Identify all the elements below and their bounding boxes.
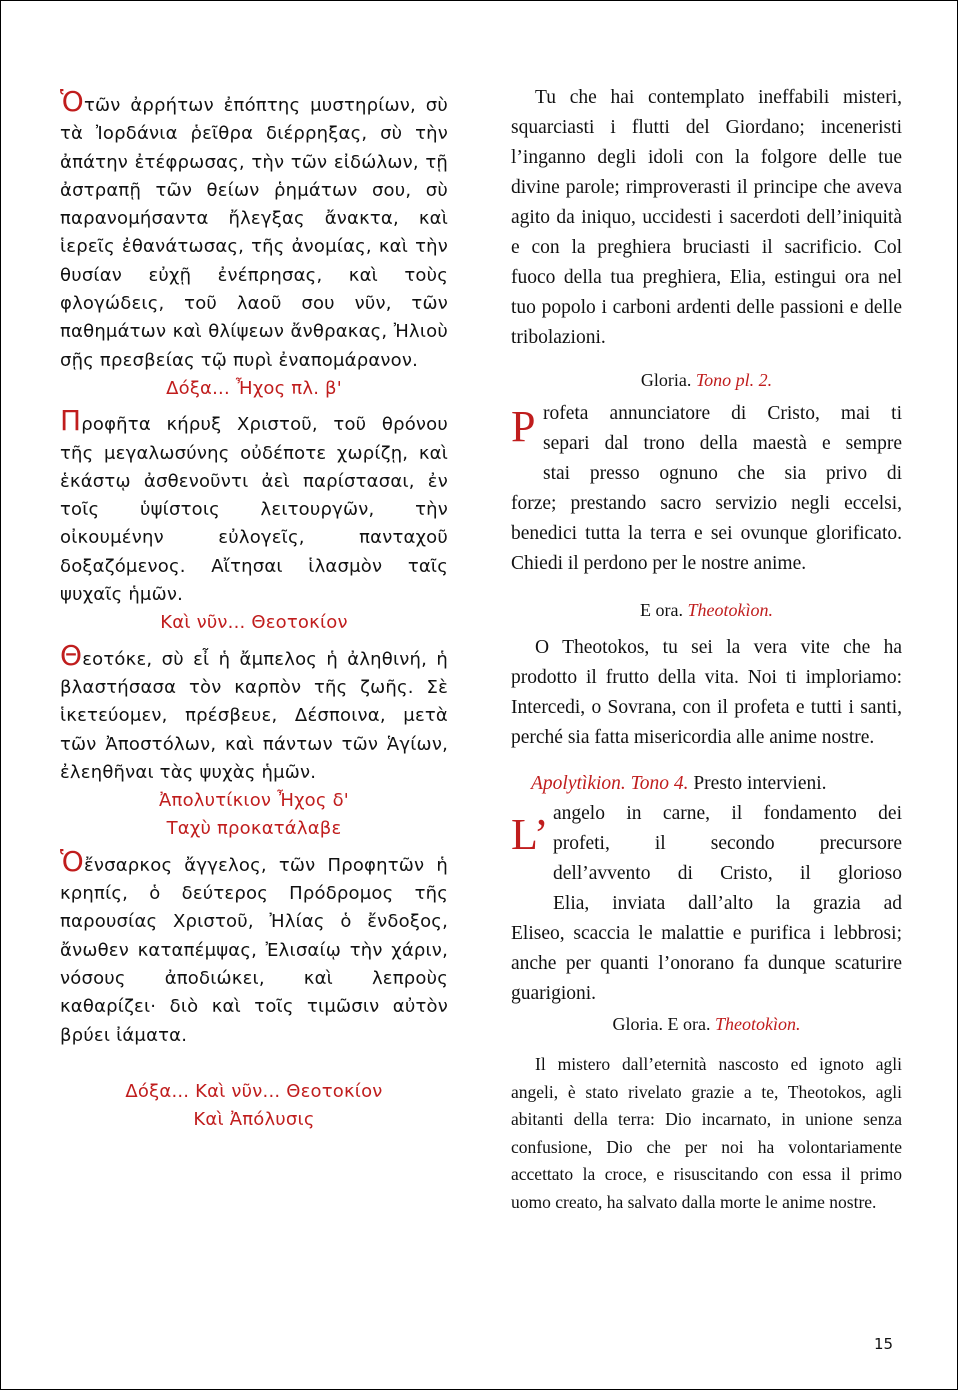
italian-heading-apolytikion: Apolytìkion. Tono 4. Presto intervieni. — [531, 773, 827, 794]
italian-heading-e-ora: E ora. Theotokìon. — [640, 600, 773, 620]
italian-paragraph-2: P rofeta annunciatore di Cristo, mai ti separi dal trono della maestà e sempre stai presso ognuno che sia privo di forze; prestando sacro servizio negli eccelsi, benedici tutta la terra e sei ovunque glorificato. Chiedi il perdono per le nostre anime. — [511, 402, 902, 574]
italian-paragraph-1: Tu che hai contemplato ineffabili misteri, squarciasti i flutti del Giordano; inceneristi l’inganno degli idoli con la folgore delle tue divine parole; rimproverasti il principe che aveva agito da iniquo, uccidesti i sacerdoti dell’iniquità e con la preghiera bruciasti il sacrificio. Col fuoco della tua preghiera, Elia, estingui ora nel tuo popolo i carboni ardenti delle passioni e delle tribolazioni. — [511, 87, 902, 348]
italian-paragraph-3: O Theotokos, tu sei la vera vite che ha prodotto il frutto della vita. Noi ti imploriamo: Intercedi, o Sovrana, con il profeta e tutti i santi, perché sia fatta misericordia alle anime nostre. — [511, 637, 902, 748]
italian-paragraph-5: Il mistero dall’eternità nascosto ed ignoto agli angeli, è stato rivelato grazie a te, Theotokos, agli abitanti della terra: Dio incarnato, in unione senza confusione, Dio che per noi ha volontariamente accettato la croce, e risuscitando con essa il primo uomo creato, ha salvato dalla morte le anime nostre. — [511, 1054, 902, 1212]
drop-cap: Π — [60, 404, 82, 438]
greek-heading-kai-nyn: Καὶ νῦν... Θεοτοκίον — [160, 612, 348, 634]
greek-paragraph-2: Προφῆτα κήρυξ Χριστοῦ, τοῦ θρόνου τῆς μεγαλωσύνης οὐδέποτε χωρίζῃ, καὶ ἑκάστῳ ἀσθενοῦντι ἀεὶ παρίστασαι, ἐν τοῖς ὑψίστοις λειτουργῶν, τὴν οἰκουμένην εὐλογεῖς, πανταχοῦ δοξαζόμενος. Αἴτησαι ἱλασμὸν ταῖς ψυχαῖς ἡμῶν. — [60, 404, 448, 606]
greek-paragraph-4: Ὁἔνσαρκος ἄγγελος, τῶν Προφητῶν ἡ κρηπίς, ὁ δεύτερος Πρόδρομος τῆς παρουσίας Χριστοῦ, Ἠλίας ὁ ἔνδοξος, ἄνωθεν καταπέμψας, Ἐλισαίῳ τὴν χάριν, νόσους ἀποδιώκει, καὶ λεπροὺς καθαρίζει· διὸ καὶ τοῖς τιμῶσιν αὐτὸν βρύει ἰάματα. — [60, 844, 448, 1046]
drop-cap: Θ — [60, 638, 83, 672]
greek-paragraph-3: Θεοτόκε, σὺ εἶ ἡ ἄμπελος ἡ ἀληθινή, ἡ βλαστήσασα τὸν καρπὸν τῆς ζωῆς. Σὲ ἱκετεύομεν, πρέσβευε, Δέσποινα, μετὰ τῶν Ἀποστόλων, καὶ πάντων τῶν Ἁγίων, ἐλεηθῆναι τὰς ψυχὰς ἡμῶν. — [60, 638, 448, 783]
drop-cap: Ὁ — [60, 844, 84, 878]
greek-paragraph-1: Ὁτῶν ἀρρήτων ἐπόπτης μυστηρίων, σὺ τὰ Ἰορδάνια ῥεῖθρα διέρρηξας, σὺ τὴν ἀπάτην ἐτέφρωσας, τὴν τῶν εἰδώλων, τῇ ἀστραπῇ τῶν θείων ῥημάτων σου, σὺ παρανομήσαντα ἤλεγξας ἄνακτα, καὶ ἱερεῖς ἐθανάτωσας, τῆς ἀνομίας, καὶ τὴν θυσίαν εὐχῇ ἐνέπρησας, καὶ τοὺς φλογώδεις, τοῦ λαοῦ σου νῦν, τῶν παθημάτων καὶ θλίψεων ἄνθρακας, Ἠλιοὺ σῇς πρεσβείας τῷ πυρὶ ἐναπομάρανον. — [60, 85, 448, 371]
greek-heading-apolysis: Καὶ Ἀπόλυσις — [193, 1109, 315, 1131]
greek-heading-apolytikion: Ἀπολυτίκιον Ἦχος δ' — [159, 790, 349, 812]
page-number: 15 — [874, 1335, 894, 1353]
italian-column — [511, 83, 902, 1217]
italian-heading-gloria-e-ora: Gloria. E ora. Theotokìon. — [612, 1014, 801, 1034]
drop-cap: Ὁ — [60, 85, 84, 118]
italian-heading-gloria: Gloria. Tono pl. 2. — [640, 370, 773, 390]
greek-column — [60, 85, 448, 1134]
greek-heading-doxa: Δόξα... Ἦχος πλ. β' — [166, 377, 342, 399]
drop-cap: L’ — [511, 810, 549, 859]
drop-cap: P — [511, 402, 536, 451]
greek-heading-final: Δόξα... Καὶ νῦν... Θεοτοκίον — [125, 1080, 383, 1102]
italian-paragraph-4: L’ angelo in carne, il fondamento dei profeti, il secondo precursore dell’avvento di Cristo, il glorioso Elia, inviata dall’alto la grazia ad Eliseo, scaccia le malattie e purifica i lebbrosi; anche per quanti l’onorano fa dunque scaturire guarigioni. — [511, 803, 902, 1004]
greek-heading-tachy: Ταχὺ προκατάλαβε — [166, 818, 342, 840]
